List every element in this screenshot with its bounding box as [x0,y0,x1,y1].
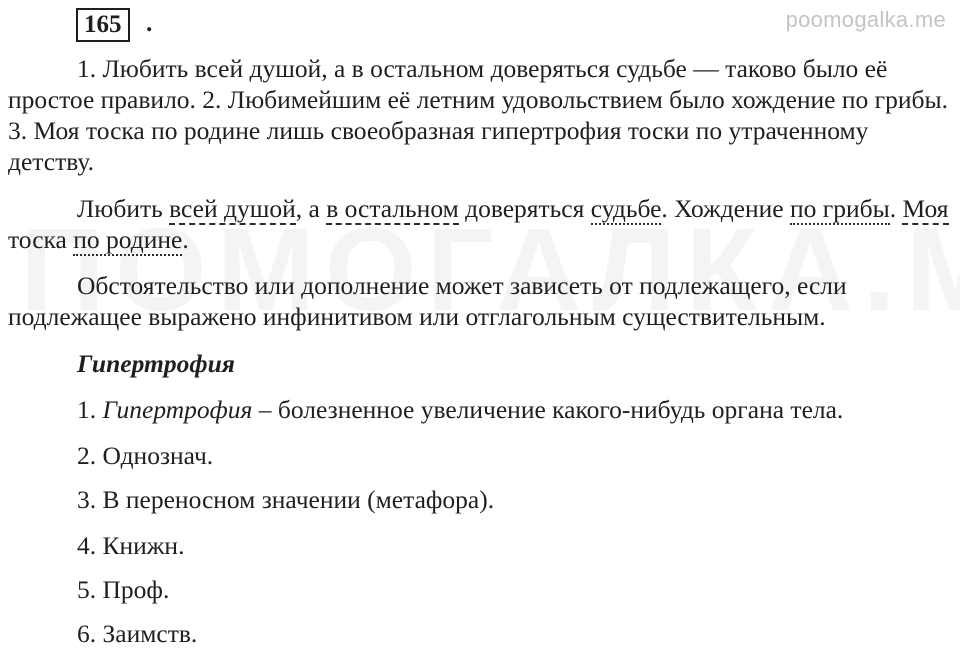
parsed-text: , а [295,194,327,223]
underlined-adverbial: в остальном [326,194,459,223]
list-item [77,394,843,425]
underlined-attribute: по родине [73,225,183,254]
list-item: 5. Проф. [77,575,170,604]
paragraph-rule: Обстоятельство или дополнение может зависеть от подлежащего, если подлежащее выражено инфинитивом или отглагольным существительным. [8,271,847,331]
list-item: 3. В переносном значении (метафора). [77,485,495,514]
parsed-text: тоска [8,225,74,254]
word-heading: Гипертрофия [77,349,235,378]
paragraph-parsed-sentences [8,193,950,255]
list-item-term: Гипертрофия [102,395,253,424]
underlined-attribute: Моя [902,194,949,223]
list-item: 6. Заимств. [77,619,198,648]
parsed-text: Любить [77,194,170,223]
paragraph-sentences: 1. Любить всей душой, а в остальном доверяться судьбе — таково было её простое правило. 2. Любимейшим её летним удовольствием было хождение по грибы. 3. Моя тоска по родине лишь своеобразная гипертрофия тоски по утраченному детству. [8,54,948,176]
list-item-number: 1. [77,395,103,424]
parsed-text: доверяться [458,194,591,223]
list-item: 2. Однознач. [77,441,214,470]
underlined-object: по грибы [789,194,890,223]
parsed-text: . [182,225,189,254]
exercise-number-box: 165 [76,8,130,42]
parsed-text: . Хождение [661,194,790,223]
watermark-site-name: poomogalka.me [785,7,946,32]
list-item-text: – болезненное увеличение какого-нибудь органа тела. [252,395,844,424]
underlined-adverbial: всей душой [169,194,296,223]
underlined-object: судьбе [590,194,662,223]
list-item: 4. Книжн. [77,531,185,560]
parsed-text: . [889,194,903,223]
exercise-number-dot: . [146,8,153,37]
